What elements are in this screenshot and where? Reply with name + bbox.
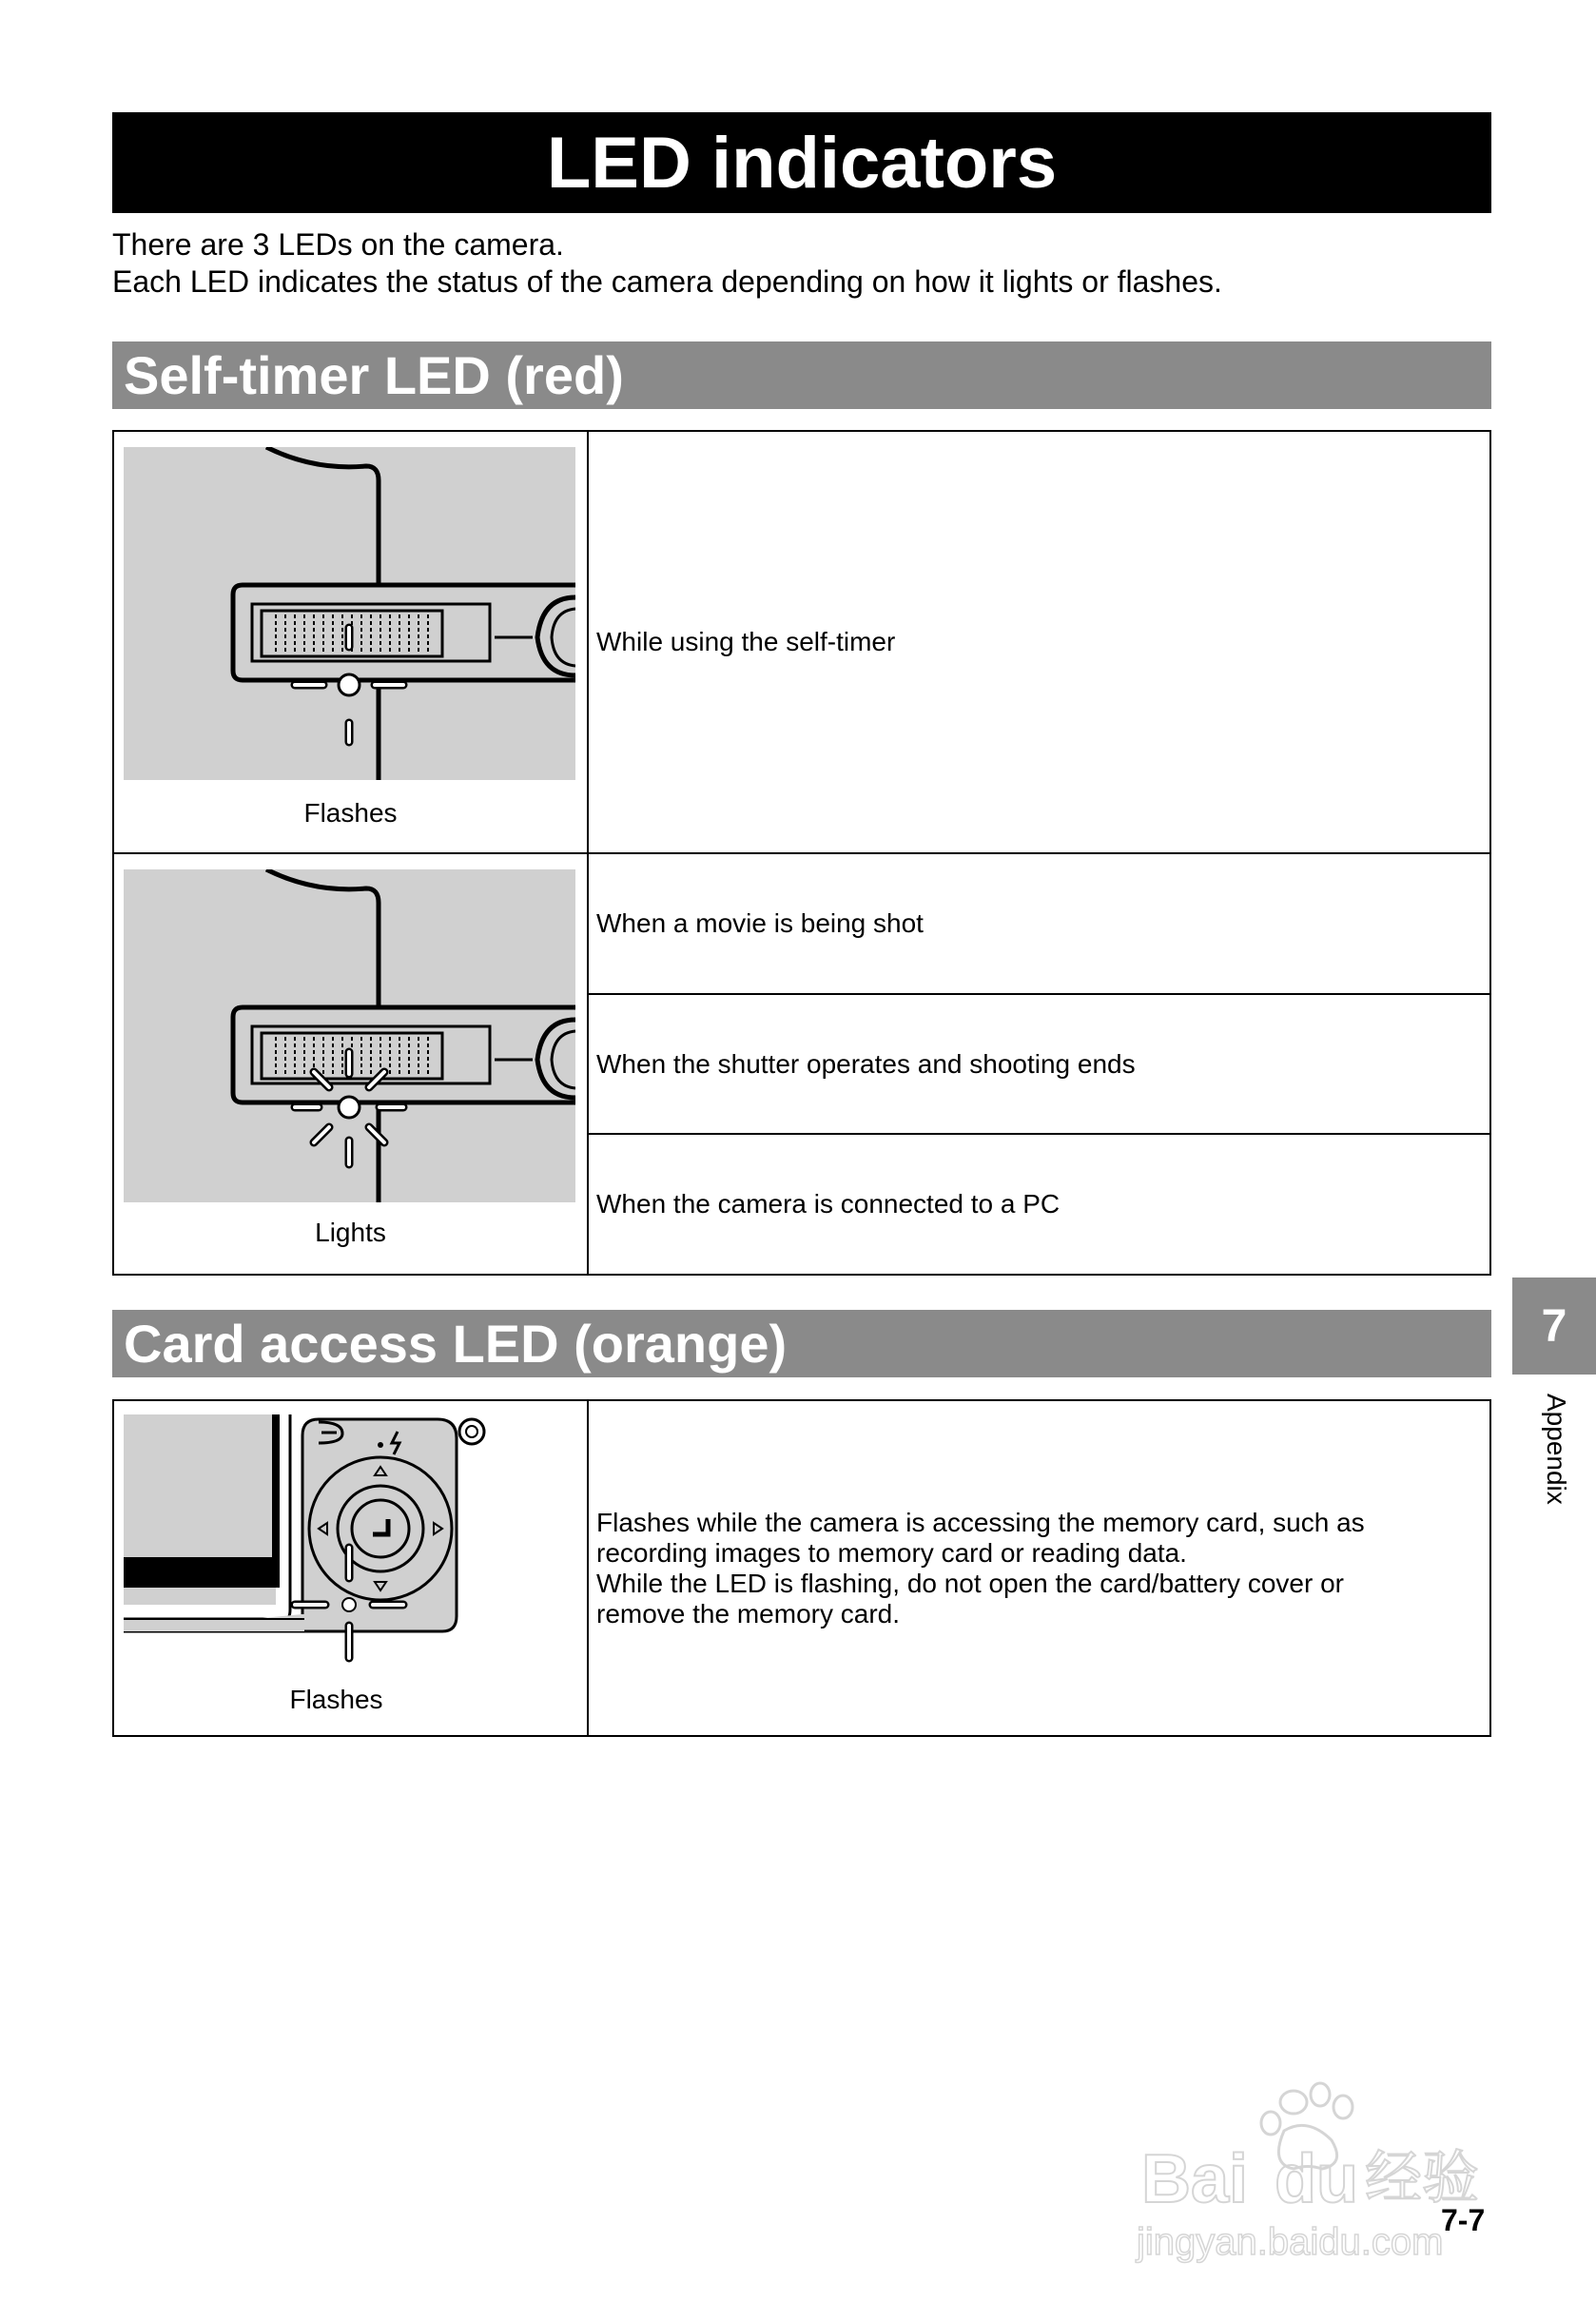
card-access-flashes-description: [588, 1400, 1490, 1736]
section-heading-card-access: Card access LED (orange): [112, 1310, 1491, 1377]
self-timer-flashing-illustration: [124, 447, 575, 780]
intro-line-1: There are 3 LEDs on the camera.: [112, 227, 564, 262]
self-timer-lights-cell: [113, 853, 588, 1275]
card-access-description-line-4: remove the memory card.: [596, 1598, 900, 1629]
card-access-description-line-3: While the LED is flashing, do not open the card/battery cover or: [596, 1568, 1344, 1598]
intro-line-2: Each LED indicates the status of the camera depending on how it lights or flashes.: [112, 264, 1222, 299]
page-number: 7-7: [1441, 2203, 1486, 2237]
card-access-flashes-cell: [113, 1400, 588, 1736]
self-timer-lit-illustration: [124, 869, 575, 1202]
self-timer-lights-caption: Lights: [315, 1218, 386, 1247]
self-timer-flashes-caption: Flashes: [303, 798, 398, 828]
intro-text: [112, 226, 1491, 301]
watermark-brand: Bai: [1141, 2141, 1249, 2217]
watermark-brand-suffix: du: [1275, 2141, 1358, 2217]
page-title: LED indicators: [112, 112, 1491, 213]
card-access-description-line-1: Flashes while the camera is accessing the memory card, such as: [596, 1507, 1365, 1537]
section-heading-self-timer: Self-timer LED (red): [112, 341, 1491, 409]
watermark-cn-text: 经验: [1365, 2145, 1479, 2212]
self-timer-lights-condition-1: When a movie is being shot: [588, 853, 1490, 994]
card-access-table: [112, 1399, 1491, 1737]
self-timer-flashes-cell: [113, 431, 588, 853]
self-timer-lights-condition-2: When the shutter operates and shooting ends: [588, 994, 1490, 1134]
chapter-tab: 7: [1512, 1278, 1596, 1375]
card-access-flashing-illustration: [124, 1414, 490, 1664]
watermark-url: jingyan.baidu.com: [1137, 2221, 1444, 2263]
self-timer-flashes-description: While using the self-timer: [588, 431, 1490, 853]
self-timer-table: [112, 430, 1491, 1276]
card-access-flashes-caption: Flashes: [289, 1685, 383, 1714]
card-access-description-line-2: recording images to memory card or reading data.: [596, 1537, 1187, 1568]
self-timer-lights-condition-3: When the camera is connected to a PC: [588, 1134, 1490, 1275]
chapter-label: Appendix: [1542, 1394, 1571, 1505]
